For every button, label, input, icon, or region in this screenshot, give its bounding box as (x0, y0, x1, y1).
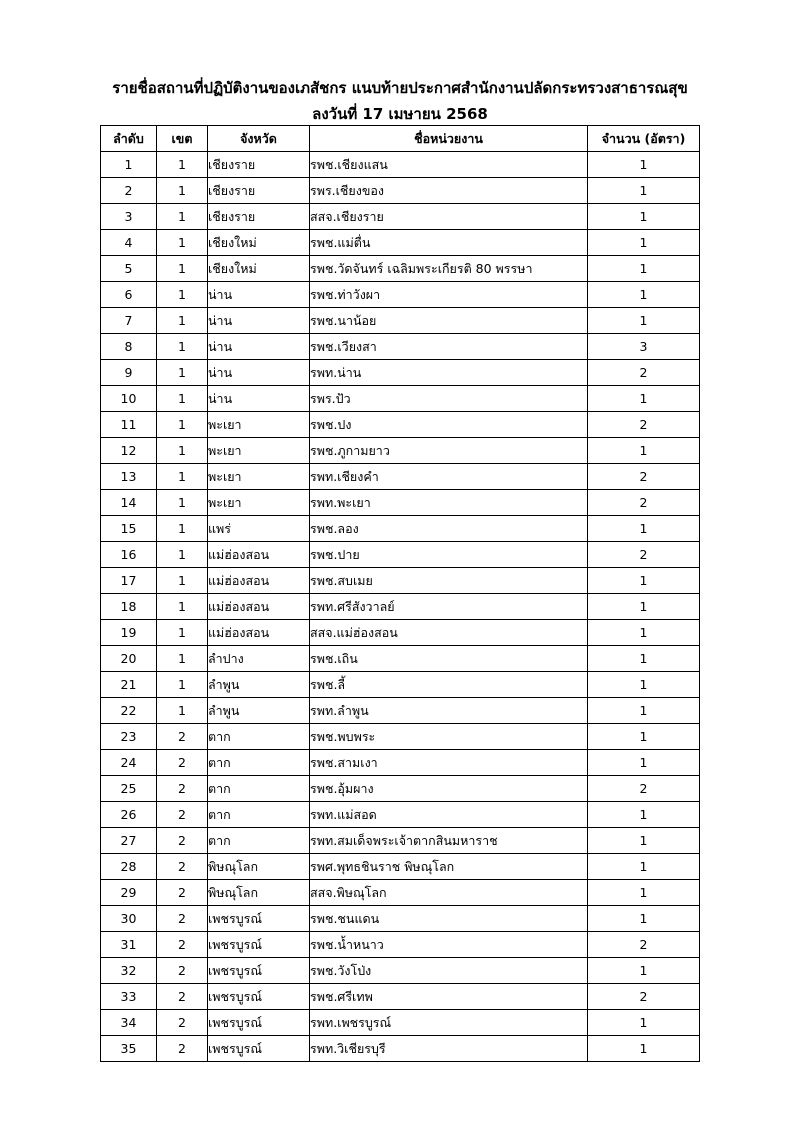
cell-unit-name: รพท.เชียงคำ (310, 464, 588, 490)
cell-province: เชียงใหม่ (208, 230, 310, 256)
cell-zone: 2 (157, 802, 208, 828)
table-row (101, 828, 700, 854)
cell-zone: 2 (157, 932, 208, 958)
cell-zone: 1 (157, 464, 208, 490)
cell-count: 1 (588, 1036, 700, 1062)
cell-zone: 1 (157, 360, 208, 386)
cell-sequence: 11 (101, 412, 157, 438)
table-row (101, 1036, 700, 1062)
cell-province: ตาก (208, 724, 310, 750)
cell-province: ตาก (208, 750, 310, 776)
cell-province: ลำพูน (208, 672, 310, 698)
cell-count: 1 (588, 386, 700, 412)
cell-zone: 2 (157, 984, 208, 1010)
cell-unit-name: รพช.เวียงสา (310, 334, 588, 360)
cell-province: ตาก (208, 828, 310, 854)
document-title: รายชื่อสถานที่ปฏิบัติงานของเภสัชกร แนบท้ายประกาศสำนักงานปลัดกระทรวงสาธารณสุข (112, 79, 688, 97)
cell-sequence: 23 (101, 724, 157, 750)
table-row (101, 594, 700, 620)
cell-zone: 1 (157, 672, 208, 698)
cell-unit-name: สสจ.พิษณุโลก (310, 880, 588, 906)
cell-zone: 1 (157, 620, 208, 646)
cell-count: 1 (588, 672, 700, 698)
cell-sequence: 22 (101, 698, 157, 724)
cell-zone: 1 (157, 412, 208, 438)
cell-province: พะเยา (208, 438, 310, 464)
cell-province: เชียงใหม่ (208, 256, 310, 282)
table-row (101, 646, 700, 672)
cell-sequence: 21 (101, 672, 157, 698)
cell-zone: 2 (157, 1010, 208, 1036)
cell-sequence: 8 (101, 334, 157, 360)
cell-province: เพชรบูรณ์ (208, 984, 310, 1010)
cell-zone: 2 (157, 776, 208, 802)
cell-count: 1 (588, 802, 700, 828)
cell-province: พะเยา (208, 464, 310, 490)
table-row (101, 1010, 700, 1036)
cell-unit-name: รพช.พบพระ (310, 724, 588, 750)
cell-province: น่าน (208, 308, 310, 334)
cell-sequence: 26 (101, 802, 157, 828)
cell-unit-name: สสจ.แม่ฮ่องสอน (310, 620, 588, 646)
cell-count: 1 (588, 620, 700, 646)
cell-sequence: 10 (101, 386, 157, 412)
cell-count: 1 (588, 204, 700, 230)
cell-unit-name: รพช.ท่าวังผา (310, 282, 588, 308)
cell-count: 2 (588, 412, 700, 438)
cell-count: 1 (588, 594, 700, 620)
cell-count: 1 (588, 646, 700, 672)
table-row (101, 802, 700, 828)
cell-zone: 1 (157, 230, 208, 256)
table-row (101, 386, 700, 412)
cell-zone: 1 (157, 698, 208, 724)
cell-sequence: 2 (101, 178, 157, 204)
cell-zone: 2 (157, 724, 208, 750)
cell-sequence: 33 (101, 984, 157, 1010)
cell-province: ลำพูน (208, 698, 310, 724)
table-row (101, 360, 700, 386)
table-row (101, 906, 700, 932)
cell-unit-name: รพท.สมเด็จพระเจ้าตากสินมหาราช (310, 828, 588, 854)
cell-unit-name: รพช.เชียงแสน (310, 152, 588, 178)
cell-count: 1 (588, 438, 700, 464)
cell-province: แม่ฮ่องสอน (208, 542, 310, 568)
cell-zone: 1 (157, 334, 208, 360)
cell-sequence: 29 (101, 880, 157, 906)
table-body (101, 152, 700, 1062)
cell-zone: 1 (157, 594, 208, 620)
table-row (101, 724, 700, 750)
cell-sequence: 31 (101, 932, 157, 958)
cell-province: แม่ฮ่องสอน (208, 594, 310, 620)
cell-province: แพร่ (208, 516, 310, 542)
cell-sequence: 32 (101, 958, 157, 984)
cell-unit-name: รพท.พะเยา (310, 490, 588, 516)
cell-count: 1 (588, 308, 700, 334)
cell-zone: 1 (157, 178, 208, 204)
cell-province: เพชรบูรณ์ (208, 958, 310, 984)
table-header-row (101, 126, 700, 152)
cell-sequence: 9 (101, 360, 157, 386)
cell-province: เพชรบูรณ์ (208, 906, 310, 932)
cell-province: ลำปาง (208, 646, 310, 672)
cell-sequence: 13 (101, 464, 157, 490)
cell-sequence: 30 (101, 906, 157, 932)
table-row (101, 490, 700, 516)
cell-count: 1 (588, 516, 700, 542)
cell-sequence: 3 (101, 204, 157, 230)
cell-count: 1 (588, 750, 700, 776)
table-row (101, 880, 700, 906)
cell-province: เพชรบูรณ์ (208, 1010, 310, 1036)
cell-unit-name: รพช.ลี้ (310, 672, 588, 698)
cell-count: 1 (588, 1010, 700, 1036)
cell-count: 2 (588, 932, 700, 958)
header-zone: เขต (157, 126, 208, 152)
cell-province: น่าน (208, 334, 310, 360)
document-date: ลงวันที่ 17 เมษายน 2568 (312, 105, 488, 123)
cell-unit-name: รพร.เชียงของ (310, 178, 588, 204)
cell-unit-name: รพช.ศรีเทพ (310, 984, 588, 1010)
cell-count: 1 (588, 698, 700, 724)
cell-zone: 1 (157, 256, 208, 282)
cell-unit-name: รพช.ชนแดน (310, 906, 588, 932)
cell-province: เชียงราย (208, 204, 310, 230)
cell-count: 2 (588, 360, 700, 386)
cell-unit-name: รพช.ปง (310, 412, 588, 438)
cell-sequence: 4 (101, 230, 157, 256)
table-row (101, 698, 700, 724)
cell-count: 1 (588, 880, 700, 906)
cell-zone: 1 (157, 386, 208, 412)
cell-unit-name: รพท.ศรีสังวาลย์ (310, 594, 588, 620)
cell-sequence: 27 (101, 828, 157, 854)
table-row (101, 932, 700, 958)
cell-zone: 2 (157, 880, 208, 906)
cell-province: พิษณุโลก (208, 880, 310, 906)
table-row (101, 178, 700, 204)
cell-sequence: 14 (101, 490, 157, 516)
cell-sequence: 5 (101, 256, 157, 282)
cell-unit-name: รพท.เพชรบูรณ์ (310, 1010, 588, 1036)
cell-province: ตาก (208, 776, 310, 802)
cell-zone: 1 (157, 204, 208, 230)
cell-unit-name: สสจ.เชียงราย (310, 204, 588, 230)
cell-zone: 1 (157, 490, 208, 516)
cell-province: น่าน (208, 386, 310, 412)
cell-province: ตาก (208, 802, 310, 828)
cell-count: 1 (588, 568, 700, 594)
cell-unit-name: รพท.วิเชียรบุรี (310, 1036, 588, 1062)
cell-unit-name: รพช.สามเงา (310, 750, 588, 776)
table-row (101, 620, 700, 646)
cell-unit-name: รพช.อุ้มผาง (310, 776, 588, 802)
cell-zone: 2 (157, 828, 208, 854)
table-row (101, 542, 700, 568)
cell-zone: 1 (157, 282, 208, 308)
table-row (101, 854, 700, 880)
cell-sequence: 24 (101, 750, 157, 776)
cell-sequence: 20 (101, 646, 157, 672)
table-row (101, 750, 700, 776)
cell-count: 2 (588, 776, 700, 802)
cell-zone: 2 (157, 1036, 208, 1062)
cell-count: 1 (588, 828, 700, 854)
cell-zone: 1 (157, 568, 208, 594)
cell-unit-name: รพช.น้ำหนาว (310, 932, 588, 958)
table-row (101, 438, 700, 464)
cell-province: น่าน (208, 360, 310, 386)
table-row (101, 334, 700, 360)
cell-zone: 1 (157, 516, 208, 542)
header-count: จำนวน (อัตรา) (588, 126, 700, 152)
cell-count: 1 (588, 958, 700, 984)
cell-zone: 1 (157, 646, 208, 672)
cell-sequence: 7 (101, 308, 157, 334)
cell-count: 1 (588, 906, 700, 932)
header-unit-name: ชื่อหน่วยงาน (310, 126, 588, 152)
cell-sequence: 35 (101, 1036, 157, 1062)
header-province: จังหวัด (208, 126, 310, 152)
cell-count: 1 (588, 152, 700, 178)
cell-count: 3 (588, 334, 700, 360)
cell-zone: 1 (157, 542, 208, 568)
table-row (101, 516, 700, 542)
cell-province: พะเยา (208, 490, 310, 516)
cell-unit-name: รพท.ลำพูน (310, 698, 588, 724)
table-row (101, 568, 700, 594)
cell-zone: 1 (157, 308, 208, 334)
pharmacist-placement-table (100, 125, 700, 1062)
cell-zone: 2 (157, 750, 208, 776)
cell-unit-name: รพร.ปัว (310, 386, 588, 412)
cell-count: 1 (588, 854, 700, 880)
table-row (101, 282, 700, 308)
cell-sequence: 6 (101, 282, 157, 308)
cell-zone: 2 (157, 854, 208, 880)
table-row (101, 984, 700, 1010)
cell-zone: 2 (157, 958, 208, 984)
table-row (101, 256, 700, 282)
cell-unit-name: รพช.เถิน (310, 646, 588, 672)
cell-sequence: 19 (101, 620, 157, 646)
cell-unit-name: รพช.วังโป่ง (310, 958, 588, 984)
cell-count: 1 (588, 178, 700, 204)
table-row (101, 152, 700, 178)
cell-unit-name: รพช.วัดจันทร์ เฉลิมพระเกียรติ 80 พรรษา (310, 256, 588, 282)
cell-province: แม่ฮ่องสอน (208, 620, 310, 646)
cell-count: 1 (588, 256, 700, 282)
table-row (101, 958, 700, 984)
cell-sequence: 34 (101, 1010, 157, 1036)
table-row (101, 204, 700, 230)
cell-sequence: 18 (101, 594, 157, 620)
cell-province: เพชรบูรณ์ (208, 1036, 310, 1062)
cell-province: เชียงราย (208, 152, 310, 178)
cell-count: 2 (588, 490, 700, 516)
table-row (101, 230, 700, 256)
cell-province: พิษณุโลก (208, 854, 310, 880)
cell-zone: 1 (157, 438, 208, 464)
cell-sequence: 12 (101, 438, 157, 464)
cell-unit-name: รพช.ปาย (310, 542, 588, 568)
cell-count: 1 (588, 724, 700, 750)
table-row (101, 672, 700, 698)
cell-count: 2 (588, 984, 700, 1010)
table-row (101, 412, 700, 438)
cell-unit-name: รพช.ลอง (310, 516, 588, 542)
cell-sequence: 1 (101, 152, 157, 178)
table-row (101, 308, 700, 334)
cell-count: 1 (588, 230, 700, 256)
header-sequence: ลำดับ (101, 126, 157, 152)
cell-unit-name: รพช.ภูกามยาว (310, 438, 588, 464)
cell-province: แม่ฮ่องสอน (208, 568, 310, 594)
cell-count: 2 (588, 464, 700, 490)
cell-sequence: 16 (101, 542, 157, 568)
cell-sequence: 25 (101, 776, 157, 802)
cell-sequence: 15 (101, 516, 157, 542)
cell-unit-name: รพช.สบเมย (310, 568, 588, 594)
cell-province: พะเยา (208, 412, 310, 438)
cell-unit-name: รพช.นาน้อย (310, 308, 588, 334)
table-row (101, 464, 700, 490)
cell-unit-name: รพท.น่าน (310, 360, 588, 386)
cell-unit-name: รพท.แม่สอด (310, 802, 588, 828)
cell-count: 1 (588, 282, 700, 308)
cell-province: น่าน (208, 282, 310, 308)
cell-unit-name: รพศ.พุทธชินราช พิษณุโลก (310, 854, 588, 880)
cell-sequence: 28 (101, 854, 157, 880)
cell-sequence: 17 (101, 568, 157, 594)
cell-province: เพชรบูรณ์ (208, 932, 310, 958)
cell-unit-name: รพช.แม่ตื่น (310, 230, 588, 256)
cell-zone: 2 (157, 906, 208, 932)
cell-count: 2 (588, 542, 700, 568)
table-row (101, 776, 700, 802)
cell-zone: 1 (157, 152, 208, 178)
cell-province: เชียงราย (208, 178, 310, 204)
